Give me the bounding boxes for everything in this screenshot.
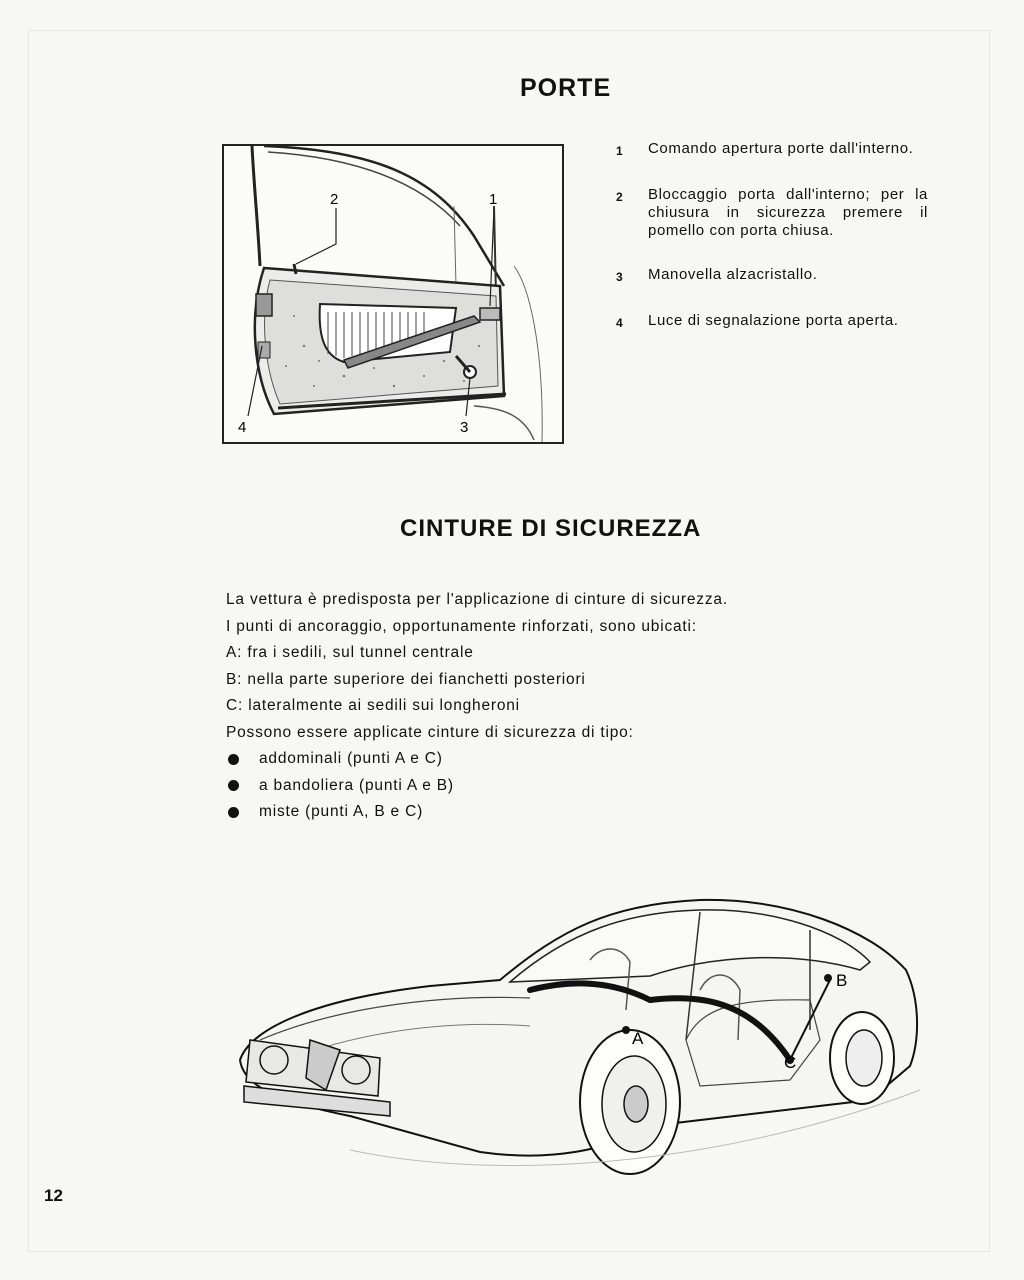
door-drawing <box>224 146 562 442</box>
anchor-label-a: A <box>632 1029 644 1048</box>
callout-4: 4 <box>238 419 247 436</box>
anchor-label-b: B <box>836 971 848 990</box>
text-line: C: lateralmente ai sedili sui longheroni <box>226 697 520 714</box>
anchor-label-c: C <box>784 1053 797 1072</box>
section-title-seatbelts: CINTURE DI SICUREZZA <box>400 515 702 542</box>
text-line: B: nella parte superiore dei fianchetti posteriori <box>226 670 586 688</box>
bullet-text: miste (punti A, B e C) <box>259 803 424 820</box>
legend-number: 1 <box>616 144 624 158</box>
door-legend <box>616 140 928 358</box>
legend-text: Manovella alzacristallo. <box>648 266 818 283</box>
legend-item <box>616 186 928 240</box>
legend-number: 2 <box>616 190 624 204</box>
legend-item <box>616 266 928 286</box>
bullet-item <box>226 773 876 800</box>
page-number: 12 <box>44 1186 63 1205</box>
text-line: La vettura è predisposta per l'applicazione di cinture di sicurezza. <box>226 591 728 608</box>
bullet-item <box>226 799 876 826</box>
text-line: A: fra i sedili, sul tunnel centrale <box>226 644 474 661</box>
bullet-icon <box>228 754 239 765</box>
legend-text: Bloccaggio porta dall'interno; per la chiusura in sicurezza premere il pomello con porta chiusa. <box>648 186 928 239</box>
legend-number: 4 <box>616 316 624 330</box>
bullet-item <box>226 746 876 773</box>
callout-3: 3 <box>460 419 469 436</box>
bullet-text: addominali (punti A e C) <box>259 750 443 767</box>
legend-text: Comando apertura porte dall'interno. <box>648 140 914 157</box>
text-line: Possono essere applicate cinture di sicurezza di tipo: <box>226 723 634 741</box>
car-drawing <box>230 890 930 1190</box>
legend-item <box>616 312 928 332</box>
callout-1: 1 <box>489 191 498 208</box>
car-illustration <box>230 890 930 1190</box>
seatbelt-description <box>226 587 876 826</box>
legend-number: 3 <box>616 270 624 284</box>
section-title-doors: PORTE <box>520 74 612 102</box>
legend-text: Luce di segnalazione porta aperta. <box>648 312 899 329</box>
bullet-icon <box>228 807 239 818</box>
bullet-icon <box>228 780 239 791</box>
text-line: I punti di ancoraggio, opportunamente rinforzati, sono ubicati: <box>226 617 697 635</box>
door-illustration <box>222 144 564 444</box>
legend-item <box>616 140 928 160</box>
bullet-text: a bandoliera (punti A e B) <box>259 776 454 794</box>
callout-2: 2 <box>330 191 339 208</box>
